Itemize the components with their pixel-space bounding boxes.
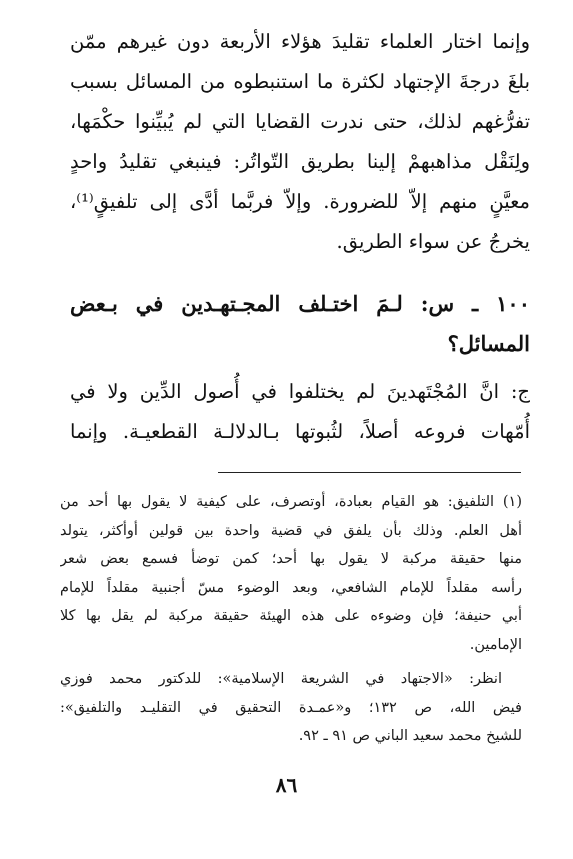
text-line: بلغَ درجةَ الإجتهاد لكثرة ما استنبطوه من المسائل بسبب — [70, 70, 530, 93]
footnote-divider — [218, 472, 521, 473]
question-line: المسائل؟ — [447, 331, 530, 356]
footnote-references — [60, 665, 522, 751]
footnote-line: (١) التلفيق: هو القيام بعبادة، أوتصرف، على كيفية لا يقول بها أحد من — [60, 494, 522, 510]
question-heading — [70, 284, 530, 364]
footnote-line: رأسه مقلداً للإمام الشافعي، وبعد الوضوء مسّ أجنبية مقلداً للإمام — [60, 579, 522, 596]
text-line: معيَّنٍ منهم إلاّ للضرورة. وإلاّ فربَّما أدَّى إلى تلفيقٍ⁽¹⁾، — [70, 190, 530, 213]
footnotes — [60, 488, 522, 751]
footnote-line: انظر: «الاجتهاد في الشريعة الإسلامية»: للدكتور محمد فوزي — [60, 671, 502, 687]
text-line: أُمّهات فروعه أصلاً، لثُبوتها بـالدلالـة القطعيـة. وإنما — [70, 420, 530, 443]
answer-paragraph — [70, 372, 530, 452]
footnote-1 — [60, 488, 522, 659]
footnote-line: أبي حنيفة؛ فإن وضوءه على هذه الهيئة حقيقة مركبة لم يقل بها كلا — [60, 608, 522, 624]
text-line: ج: انَّ المُجْتَهدينَ لم يختلفوا في أُصول الدِّين ولا في — [70, 380, 530, 403]
footnote-line: أهل العلم. وذلك بأن يلفق في قضية واحدة بين قولين أوأكثر، يتولد — [60, 522, 522, 539]
text-line: تفرُّغهم لذلك، حتى ندرت القضايا التي لم يُبيِّنوا حكْمَها، — [70, 110, 530, 133]
page-number: ٨٦ — [275, 773, 298, 797]
footnote-line: الإمامين. — [469, 636, 522, 653]
paragraph-1 — [70, 22, 530, 262]
question-line: ١٠٠ ـ س: لـمَ اختـلف المجـتهـدين في بـعض — [70, 291, 530, 316]
footnote-line: منها حقيقة مركبة لا يقول بها أحد؛ كمن توضأ فسمع بعض شعر — [60, 551, 522, 567]
text-line: يخرجُ عن سواء الطريق. — [336, 230, 530, 253]
text-line: وإنما اختار العلماء تقليدَ هؤلاء الأربعة دون غيرهم ممّن — [70, 30, 530, 53]
footnote-line: فيض الله، ص ١٣٢؛ و«عمـدة التحقيق في التقليـد والتلفيق»: — [60, 699, 522, 716]
text-line: ولِنَقْل مذاهبهمْ إلينا بطريق التّواتُر: فينبغي تقليدُ واحدٍ — [70, 150, 530, 173]
main-text — [70, 22, 530, 452]
footnote-line: للشيخ محمد سعيد الباني ص ٩١ ـ ٩٢. — [298, 728, 522, 744]
